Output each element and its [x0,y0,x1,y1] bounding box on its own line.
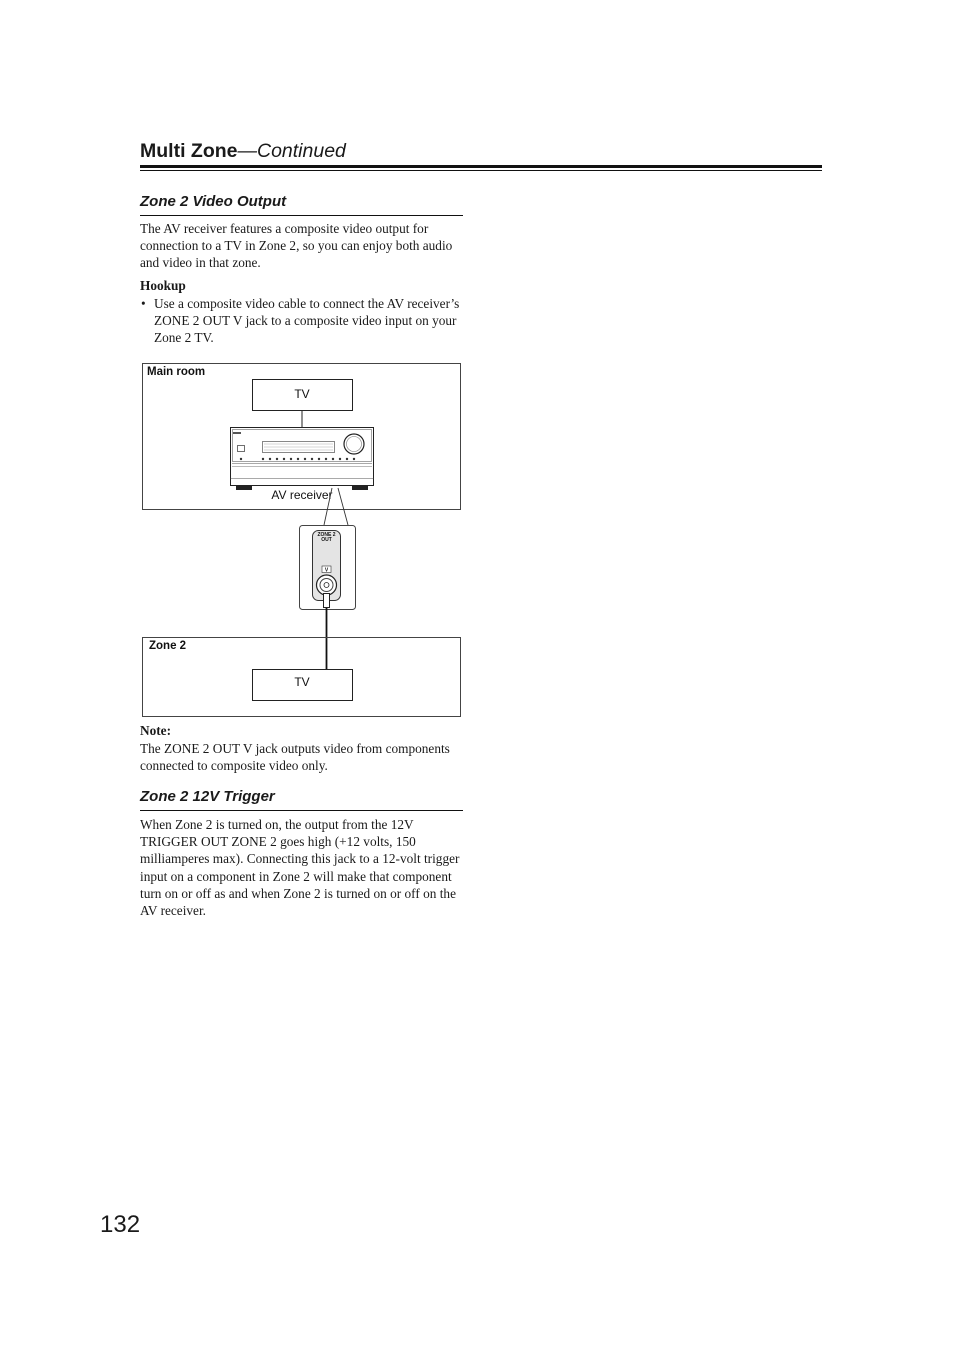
composite-video-cable [324,594,330,670]
av-receiver-label: AV receiver [271,488,333,502]
header-rule [140,165,822,168]
header-title [140,139,346,163]
intro-paragraph: The AV receiver features a composite video output for connection to a TV in Zone 2, so you can enjoy both audio and video in that zone. [140,221,453,271]
tv-top-label: TV [294,387,310,401]
hookup-diagram-svg [140,360,464,720]
main-room-label: Main room [147,366,206,378]
section-rule [140,215,463,216]
av-receiver-illustration [231,428,374,491]
note-text: The ZONE 2 OUT V jack outputs video from components connected to composite video only. [140,741,450,774]
hookup-diagram [140,360,464,720]
jack-label-out: OUT [321,537,332,543]
hookup-bullet-text: Use a composite video cable to connect the AV receiver’s ZONE 2 OUT V jack to a composite video input on your Zone 2 TV. [154,296,460,346]
header-rule-thin [140,170,822,171]
note-heading: Note: [140,723,172,738]
section-rule [140,810,463,811]
jack-v-label: V [324,567,329,574]
section-heading-zone2-12v-trigger: Zone 2 12V Trigger [140,788,275,805]
header-title-continued: —Continued [237,140,346,162]
hookup-heading: Hookup [140,278,186,293]
tv-bottom-label: TV [294,675,310,689]
bullet-dot: • [141,296,146,311]
jack-label-zone2: ZONE 2 [317,532,336,538]
page-number: 132 [100,1211,141,1238]
page-header [140,139,822,173]
trigger-paragraph: When Zone 2 is turned on, the output from the 12V TRIGGER OUT ZONE 2 goes high (+12 volts, 150 milliamperes max). Connecting this jack to a 12-volt trigger input on a component in Zone 2 will make that component turn on or off as and when Zone 2 is turned on or off on the AV receiver. [140,817,460,919]
section-heading-zone2-video-output: Zone 2 Video Output [140,193,287,210]
header-title-main: Multi Zone [140,140,238,162]
zone2-label: Zone 2 [149,640,187,652]
